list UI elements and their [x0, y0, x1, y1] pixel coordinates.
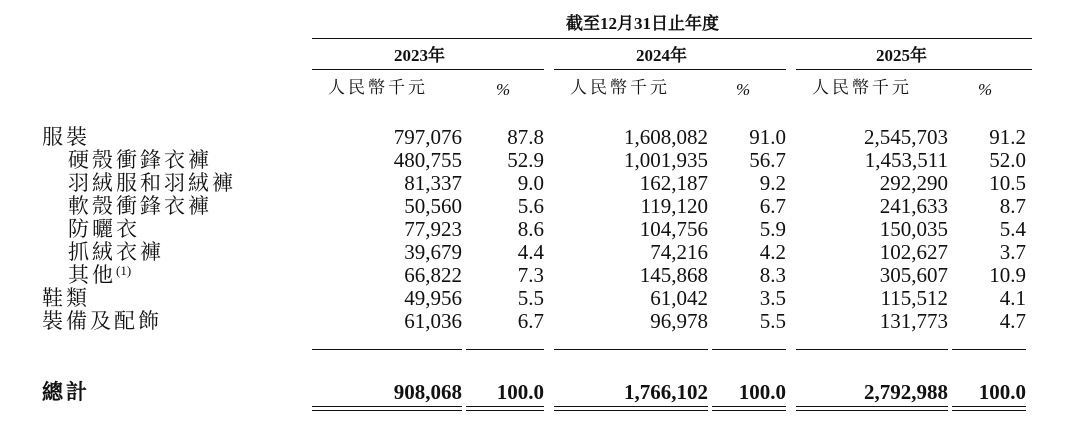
value-2024-amount: 1,608,082 — [624, 125, 708, 149]
value-2023-pct: 8.6 — [517, 217, 544, 241]
value-2023-pct: 7.3 — [517, 263, 544, 287]
subtotal-rule-2025-pct — [952, 349, 1026, 350]
year-2024-header: 2024年 — [636, 46, 687, 65]
value-2025-amount: 150,035 — [879, 217, 948, 241]
row-label: 鞋類 — [42, 286, 90, 310]
value-2025-pct: 10.5 — [989, 171, 1026, 195]
subtotal-rule-2025-amount — [796, 349, 948, 350]
row-label: 軟殼衝鋒衣褲 — [68, 194, 212, 218]
value-2023-pct: 5.5 — [517, 286, 544, 310]
unit-header-2023: 人民幣千元 — [328, 78, 428, 97]
value-2023-amount: 797,076 — [393, 125, 462, 149]
row-label: 服裝 — [42, 125, 90, 149]
year-2025-header: 2025年 — [876, 46, 927, 65]
value-2025-amount: 102,627 — [879, 240, 948, 264]
value-2025-amount: 2,545,703 — [864, 125, 948, 149]
value-2023-amount: 77,923 — [404, 217, 462, 241]
value-2024-pct: 3.5 — [759, 286, 786, 310]
value-2025-pct: 5.4 — [999, 217, 1026, 241]
value-2024-amount: 119,120 — [640, 194, 708, 218]
pct-header-2024: % — [736, 80, 751, 99]
period-header-rule — [312, 38, 1032, 39]
value-2024-amount: 145,868 — [639, 263, 708, 287]
value-2023-pct: 9.0 — [517, 171, 544, 195]
total-double-rule-2024-amount — [554, 406, 708, 411]
value-2023-amount: 66,822 — [404, 263, 462, 287]
pct-header-2023: % — [496, 80, 511, 99]
pct-header-2025: % — [978, 80, 993, 99]
value-2023-amount: 81,337 — [404, 171, 462, 195]
row-label: 裝備及配飾 — [42, 309, 162, 333]
value-2024-amount: 61,042 — [650, 286, 708, 310]
total-label: 總計 — [42, 380, 90, 404]
unit-header-2025: 人民幣千元 — [812, 78, 912, 97]
total-double-rule-2025-pct — [952, 406, 1026, 411]
total-2024-amount: 1,766,102 — [624, 380, 708, 404]
value-2023-amount: 480,755 — [393, 148, 462, 172]
value-2023-pct: 87.8 — [507, 125, 544, 149]
value-2025-amount: 305,607 — [879, 263, 948, 287]
total-2023-pct: 100.0 — [496, 380, 544, 404]
total-2024-pct: 100.0 — [738, 380, 786, 404]
value-2024-pct: 6.7 — [759, 194, 786, 218]
year-2023-rule — [312, 69, 544, 70]
value-2023-amount: 50,560 — [404, 194, 462, 218]
value-2025-pct: 10.9 — [989, 263, 1026, 287]
year-2025-rule — [796, 69, 1032, 70]
subtotal-rule-2023-amount — [312, 349, 462, 350]
value-2023-amount: 39,679 — [404, 240, 462, 264]
year-2024-rule — [554, 69, 786, 70]
value-2025-pct: 4.7 — [999, 309, 1026, 333]
value-2023-pct: 6.7 — [517, 309, 544, 333]
value-2024-pct: 5.5 — [759, 309, 786, 333]
value-2025-amount: 292,290 — [879, 171, 948, 195]
value-2024-pct: 91.0 — [749, 125, 786, 149]
value-2023-amount: 49,956 — [404, 286, 462, 310]
value-2023-amount: 61,036 — [404, 309, 462, 333]
value-2025-pct: 4.1 — [999, 286, 1026, 310]
total-double-rule-2025-amount — [796, 406, 948, 411]
footnote-marker: (1) — [116, 263, 132, 278]
row-label — [68, 263, 131, 287]
value-2024-amount: 74,216 — [650, 240, 708, 264]
value-2025-amount: 115,512 — [880, 286, 948, 310]
subtotal-rule-2024-amount — [554, 349, 708, 350]
row-label: 羽絨服和羽絨褲 — [68, 171, 236, 195]
value-2025-pct: 3.7 — [999, 240, 1026, 264]
subtotal-rule-2023-pct — [466, 349, 544, 350]
total-double-rule-2024-pct — [712, 406, 786, 411]
total-double-rule-2023-amount — [312, 406, 462, 411]
unit-header-2024: 人民幣千元 — [570, 78, 670, 97]
value-2025-pct: 91.2 — [989, 125, 1026, 149]
row-label-text: 其他 — [68, 263, 116, 287]
year-2023-header: 2023年 — [394, 46, 445, 65]
value-2024-pct: 56.7 — [749, 148, 786, 172]
value-2024-amount: 96,978 — [650, 309, 708, 333]
value-2024-pct: 5.9 — [759, 217, 786, 241]
value-2024-pct: 8.3 — [759, 263, 786, 287]
total-2025-pct: 100.0 — [978, 380, 1026, 404]
value-2023-pct: 52.9 — [507, 148, 544, 172]
row-label: 硬殼衝鋒衣褲 — [68, 148, 212, 172]
total-2025-amount: 2,792,988 — [864, 380, 948, 404]
total-2023-amount: 908,068 — [393, 380, 462, 404]
row-label: 防曬衣 — [68, 217, 140, 241]
subtotal-rule-2024-pct — [712, 349, 786, 350]
value-2024-amount: 1,001,935 — [624, 148, 708, 172]
value-2024-pct: 4.2 — [759, 240, 786, 264]
value-2025-pct: 52.0 — [989, 148, 1026, 172]
value-2025-pct: 8.7 — [999, 194, 1026, 218]
value-2024-amount: 162,187 — [639, 171, 708, 195]
value-2024-pct: 9.2 — [759, 171, 786, 195]
total-double-rule-2023-pct — [466, 406, 544, 411]
value-2025-amount: 1,453,511 — [864, 148, 948, 172]
row-label: 抓絨衣褲 — [68, 240, 164, 264]
value-2025-amount: 131,773 — [879, 309, 948, 333]
value-2024-amount: 104,756 — [639, 217, 708, 241]
value-2025-amount: 241,633 — [879, 194, 948, 218]
period-header: 截至12月31日止年度 — [566, 14, 719, 33]
value-2023-pct: 5.6 — [517, 194, 544, 218]
value-2023-pct: 4.4 — [517, 240, 544, 264]
